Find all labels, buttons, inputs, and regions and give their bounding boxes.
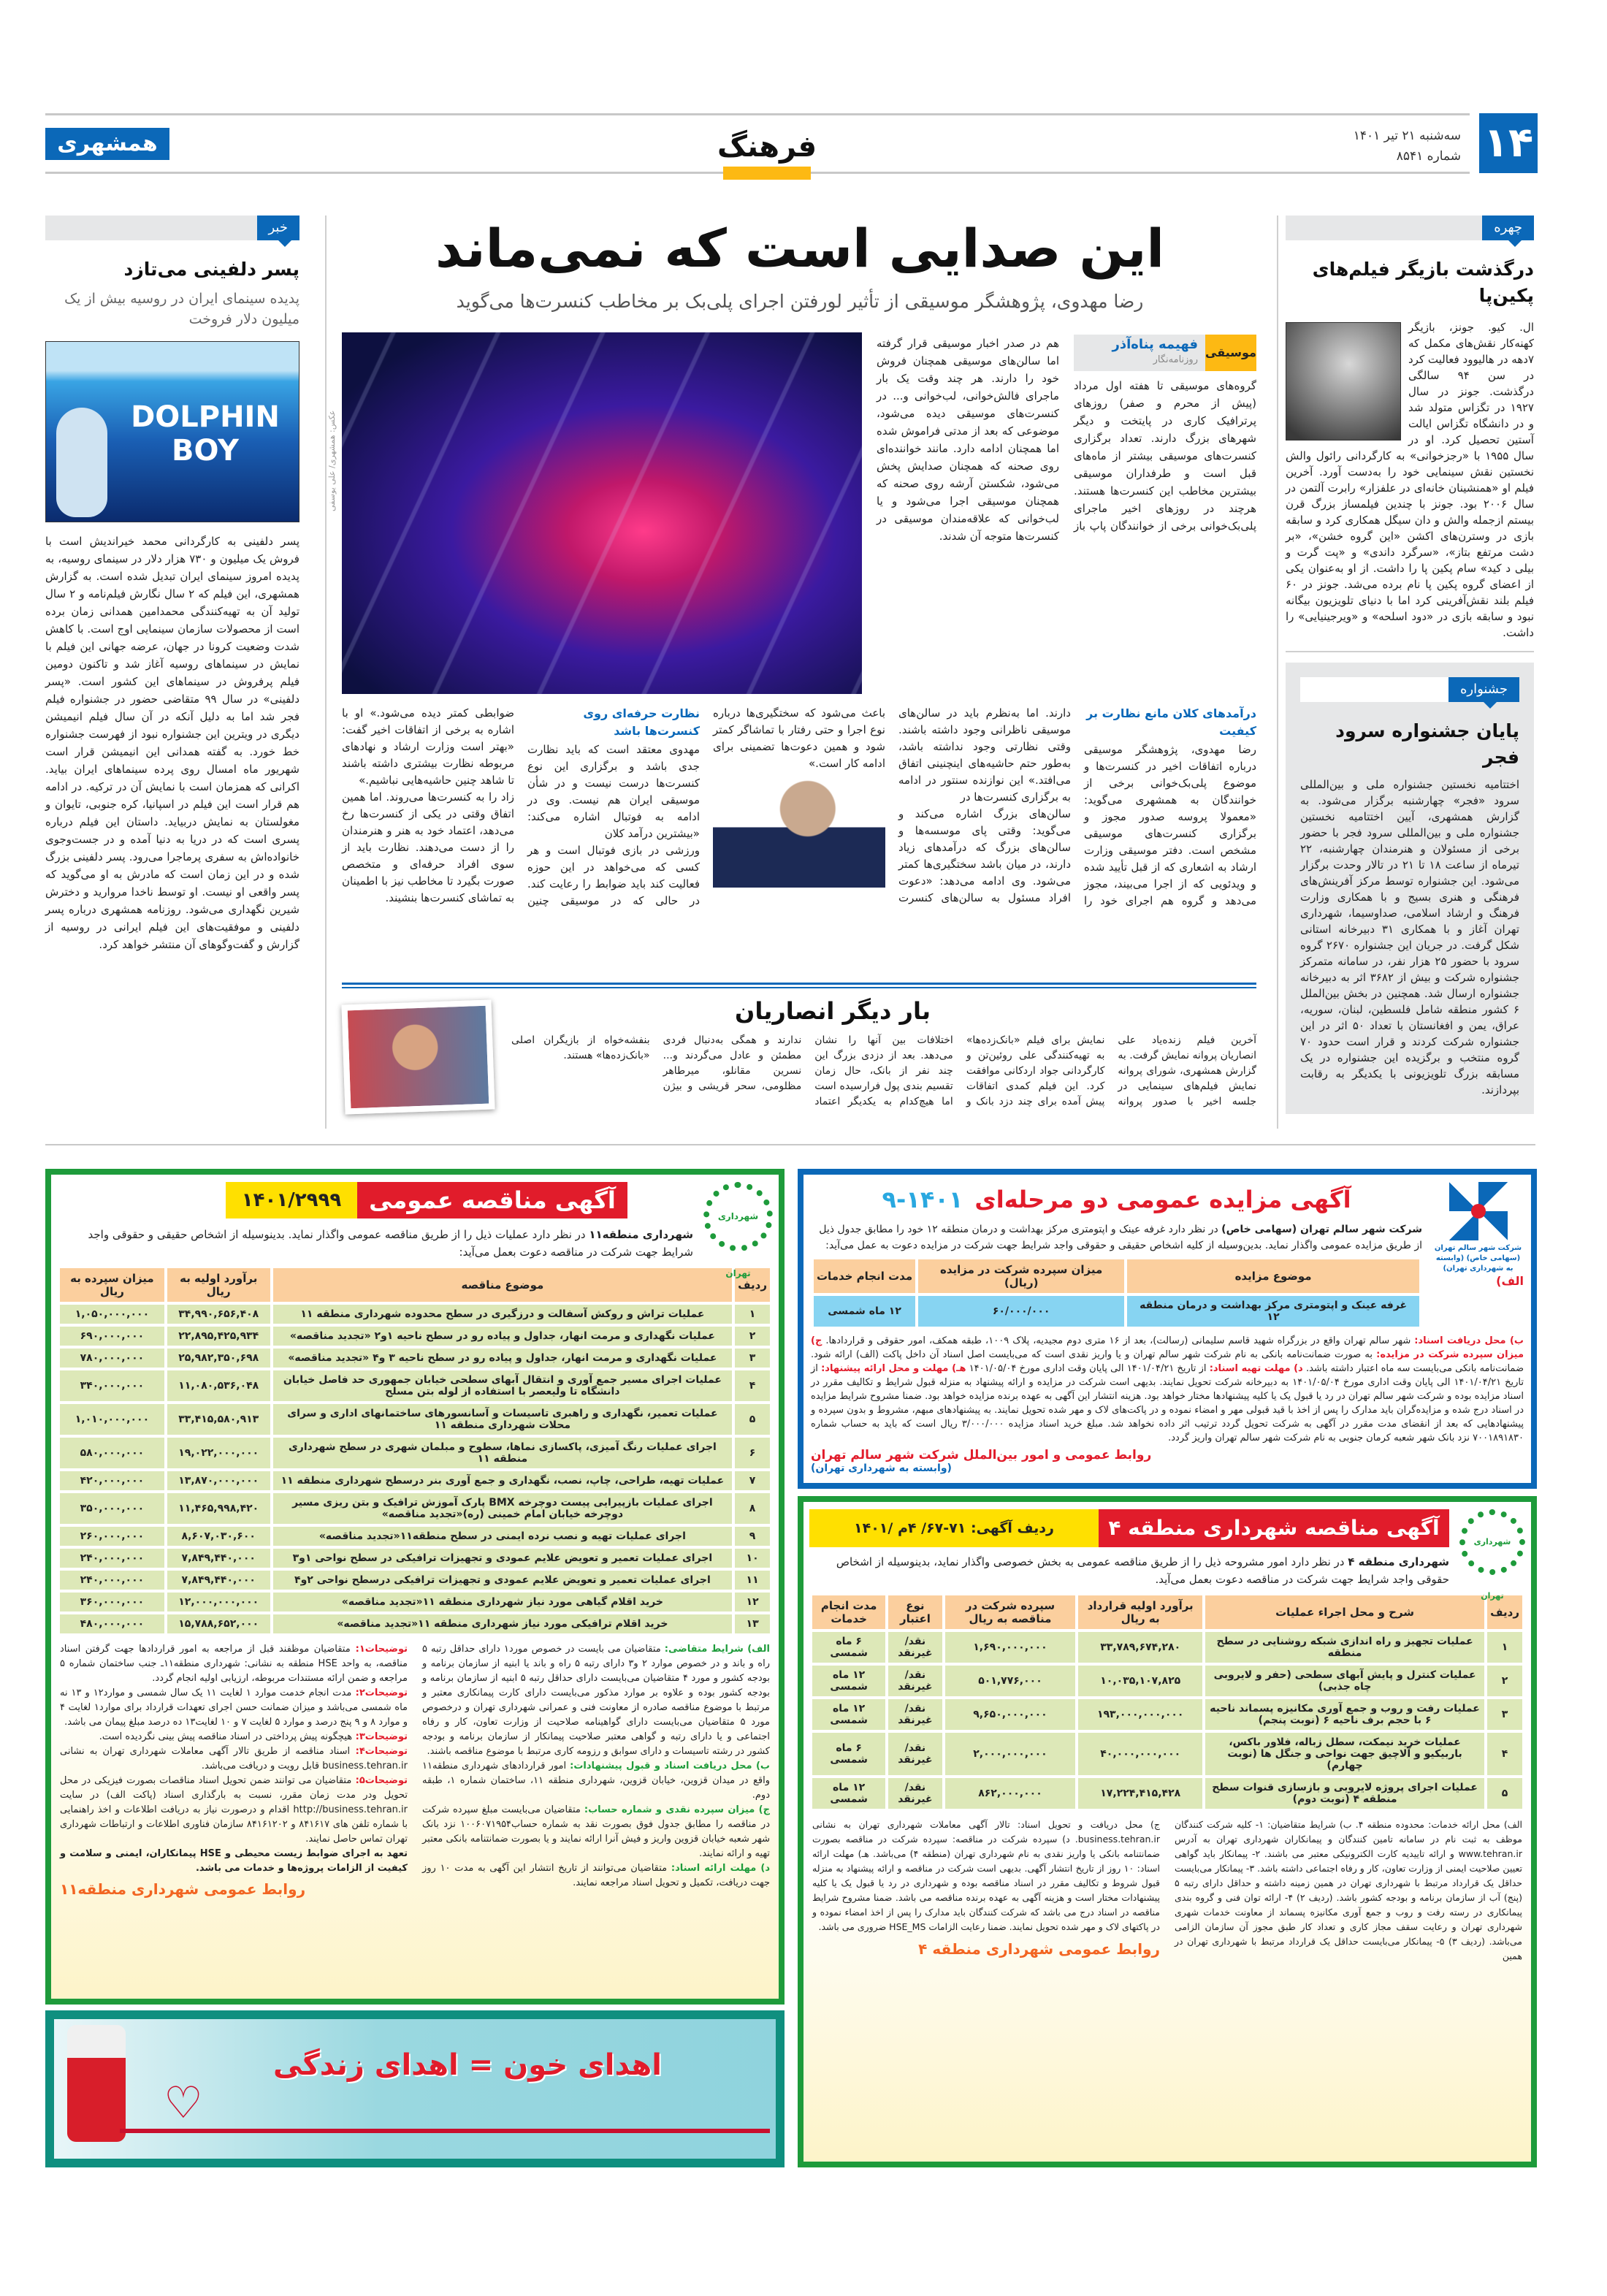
hse-commitment: تعهد به اجرای ضوابط زیست محیطی و HSE پیمانکاران، ایمنی و سلامت و کیفیت از الزامات پروژه‌ها و خدمات می باشد. [60, 1848, 408, 1874]
column-header: نوع اعتبار [888, 1595, 942, 1629]
blood-bag-icon [67, 2025, 126, 2142]
terms-d-label: د) مهلت ارائه اسناد: [671, 1863, 770, 1874]
table-row [812, 1778, 1522, 1809]
ads-divider [45, 1144, 1535, 1145]
tender-intro [57, 1226, 693, 1261]
note-label: توضیحات۳: [352, 1731, 408, 1742]
auction-d: از تاریخ ۱۴۰۱/۰۴/۲۱ الی پایان وقت اداری مورخ ۱۴۰۱/۰۵/۰۴ [969, 1363, 1207, 1374]
table-row [60, 1370, 770, 1401]
row-description: عملیات تراش و روکش آسفالت و درزگیری در سطح محدوده شهرداری منطقه ۱۱ [273, 1305, 733, 1324]
ansarian-photo-image [348, 1006, 489, 1109]
table-cell: ۷,۸۴۹,۴۴۰,۰۰۰ [167, 1549, 270, 1568]
table-cell: ۲۴۰,۰۰۰,۰۰۰ [60, 1571, 164, 1590]
auction-issuer: شرکت شهر سالم تهران (سهامی خاص) [1221, 1224, 1422, 1235]
subhead-revenue: درآمدهای کلان مانع نظارت بر کیفیت [1086, 706, 1256, 738]
table-cell: ۱۰ [735, 1549, 770, 1568]
obituary-title: درگذشت بازیگر فیلم‌های پکین‌پا [1312, 259, 1534, 306]
heart-icon: ♡ [164, 2078, 203, 2129]
table-cell: ۱۳,۸۷۰,۰۰۰,۰۰۰ [167, 1471, 270, 1490]
auction-terms [811, 1334, 1524, 1445]
revenue-body-cont: سالن‌های بزرگ اشاره می‌کند و می‌گوید: وقتی پای موسسه‌ها و سالن‌های بزرگ که درآمدهای زیاد دارند، در میان باشد سختگیری‌ها کمتر می‌شود. وی ادامه می‌دهد: «دعوت افراد مسئول به سالن‌های کنسرت باعث می‌شود که سختگیری‌ها درباره نوع اجرا و حتی رفتار با تماشاگر کمتر شود و همین دعوت‌ها تضمینی برای ادامه کار است.» [713, 706, 1071, 904]
table-row [812, 1699, 1522, 1730]
festival-title: پایان جشنواره سرود فجر [1335, 720, 1519, 768]
table-row [60, 1614, 770, 1633]
tender-4-signature: روابط عمومی شهرداری منطقه ۴ [918, 1940, 1160, 1958]
table-row [812, 1632, 1522, 1663]
table-cell: ۲,۰۰۰,۰۰۰,۰۰۰ [945, 1733, 1076, 1775]
table-cell: ۱۹,۰۲۲,۰۰۰,۰۰۰ [167, 1438, 270, 1468]
column-header: ردیف [1487, 1595, 1522, 1629]
auction-title-row [811, 1182, 1422, 1217]
auction-signature-sub: (وابسته به شهرداری تهران) [811, 1462, 952, 1474]
obituary-body: تحصیل کرد. او در سال ۱۹۵۵ با «رجزخوانی» به کارگردانی رائول والش نخستین نقش سینمایی خود را به‌دست آورد. آخرین فیلم او «همنشینان خانه‌ای در علفزار» رابرت آلتمن در سال ۲۰۰۶ بود. جونز با چندین فیلمساز بزرگ قرن بیستم ازجمله والش و دان سیگل همکاری کرد و سابقه بازی در وسترن‌های اکشن «این گروه خشن»، «بر دشت مرتفع بتاز»، «سرگرد داندی» و «پت گرت و بیلی د کید» سام پکین پا را داشت. از او به‌عنوان یکی از اعضای گروه پکین پا نام برده می‌شد. جونز در ۶۰ فیلم بلند نقش‌آفرینی کرد اما با دنیای تلویزیون بیگانه نبود و سابقه بازی در «دود اسلحه» و «ویرجینیایی» را داشت. [1286, 433, 1535, 639]
table-row [60, 1327, 770, 1346]
table-cell: ۸ [735, 1493, 770, 1524]
table-cell: ۵ [735, 1404, 770, 1435]
auction-signature: روابط عمومی و امور بین‌الملل شرکت شهر سالم تهران [811, 1448, 1152, 1462]
table-cell: ۲۴۰,۰۰۰,۰۰۰ [60, 1549, 164, 1568]
table-cell: ۱ [735, 1305, 770, 1324]
column-header: مدت انجام خدمات [812, 1595, 885, 1629]
table-row [60, 1593, 770, 1612]
row-description: عملیات اجرای مسیر جمع آوری و انتقال آبهای سطحی خیابان جمهوری حد فاصل خیابان دانشگاه تا ولیعصر با استفاده از لوله بتن مسلح [273, 1370, 733, 1401]
auction-e-label: هـ) مهلت و محل ارائه پیشنهاد: [821, 1363, 966, 1374]
table-cell: ۱۵,۷۸۸,۶۵۲,۰۰۰ [167, 1614, 270, 1633]
table-cell: ۱۱ [735, 1571, 770, 1590]
table-row [60, 1471, 770, 1490]
tender-note [60, 1642, 408, 1686]
table-cell: ۳۳,۴۱۵,۵۸۰,۹۱۳ [167, 1404, 270, 1435]
lead-paragraph: گروه‌های موسیقی تا هفته اول مرداد (پیش از محرم و صفر) روزهای پرترافیک کاری در پایتخت و دیگر شهرهای بزرگ دارند. تعداد برگزاری کنسرت‌های موسیقی بیشتر از ماه‌های قبل است و طرفداران موسیقی بیشترین مخاطب این کنسرت‌ها هستند. هرچند در روزهای اخیر ماجرای پلی‌بک‌خوانی برخی از خوانندگان پاپ باز هم در صدر اخبار موسیقی قرار گرفته اما سالن‌های موسیقی همچنان فروش خود را دارند. هر چند وقت یک بار ماجرای فالش‌خوانی، لب‌خوانی و... در کنسرت‌های موسیقی دیده می‌شود، موضوعی که بعد از مدتی فراموش شده اما همچنان ادامه دارد. مانند خواننده‌ای روی صحنه که همچنان صدایش پخش می‌شود، شکستن آرشه روی صحنه که همچنان موسیقی اجرا می‌شود و یا لب‌خوانی که علاقه‌مندان موسیقی در کنسرت‌ها متوجه آن شدند. [877, 337, 1256, 543]
row-description: اجرای عملیات تعمیر و تعویض علایم عمودی و تجهیزات ترافیکی در سطح نواحی ۱و۳ [273, 1549, 733, 1568]
section-bar [723, 167, 811, 180]
table-cell: ۱,۰۱۰,۰۰۰,۰۰۰ [60, 1404, 164, 1435]
tender-11-terms-row [57, 1642, 773, 1896]
note-text: متقاضیان موظفند قبل از مراجعه به امور قراردادها جهت گرفتن اسناد مناقصه، به واحد HSE منطقه به نشانی: شهرداری منطقه۱۱ـ جنب ساختمان شماره ۵ مراجعه و ضمن ارائه مستندات مربوطه، ارزیابی اولیه انجام گردد. [60, 1644, 408, 1684]
table-cell: ۳۳,۷۸۹,۶۷۴,۲۸۰ [1078, 1632, 1202, 1663]
newspaper-logo: همشهری [45, 128, 169, 160]
table-cell: ۴ [1487, 1733, 1522, 1775]
table-cell: ۱۲ ماه شمسی [814, 1296, 915, 1327]
table-cell: ۲ [735, 1327, 770, 1346]
auction-body: بدیهی است شرکت در مزایده و ارائه پیشنهاد به منزله قبول شرایط و تکالیف مقرر در اسناد مزایده بوده و شرکت شهر سالم تهران در رد یا قبول یک یا کلیه پیشنهادها مختار خواهد بود. هزینه انتشار این آگهی به عهده برنده مزایده خواهد بود. ضمنا مشروح شرایط مزایده در اسناد درج شده و مزایده‌گران باید مدارک را پس از اخذ با قید قبولی مهر و امضاء نموده و در پاکت‌های لاک و مهر شده تحویل نمایند. به پیشنهادهای مبهم، مشروط و بدون سپرده و پیشنهادهایی که بعد از انقضای مدت مقرر در آگهی به شرکت تحویل گردد ترتیب اثر داده نخواهد شد. مبلغ خرید اسناد مزایده ۳/۰۰۰/۰۰۰ ریال است که باید به حساب شماره ۷۰۰۱۸۹۱۸۳۰ نزد بانک شهر شعبه کرمان جنوبی به نام شرکت شهر سالم تهران واریز گردد. [811, 1377, 1524, 1443]
blood-line [120, 2129, 770, 2133]
tender-4-banner [809, 1509, 1449, 1547]
table-cell: ۶۰/۰۰۰/۰۰۰ [918, 1296, 1124, 1327]
table-row [60, 1349, 770, 1368]
notes-list [60, 1642, 408, 1847]
table-cell: نقد/غیرنقد [888, 1733, 942, 1775]
byline-box [1074, 335, 1256, 371]
table-cell: ۹,۶۵۰,۰۰۰,۰۰۰ [945, 1699, 1076, 1730]
table-cell: ۸۶۲,۰۰۰,۰۰۰ [945, 1778, 1076, 1809]
note-text: اسناد مناقصه از طریق تالار آگهی معاملات شهرداری تهران به نشانی business.tehran.ir قابل رویت و دریافت می‌باشد. [60, 1746, 408, 1771]
row-description: عملیات خرید نیمکت، سطل زباله، فلاور باکس، باربیکیو و آلاچیق جهت نواحی و جنگل ها (نوبت چهارم) [1205, 1733, 1484, 1775]
table-cell: ۱۱,۴۶۵,۹۹۸,۴۲۰ [167, 1493, 270, 1524]
tender-4-terms-row [809, 1818, 1525, 1964]
tender-4-ref: ردیف آگهی: ۷۱-۶۷/ ۴م /۱۴۰۱ [809, 1509, 1099, 1547]
tender-issuer: شهرداری منطقه۱۱ [589, 1228, 693, 1241]
tender-4-heading [809, 1509, 1449, 1588]
row-description: عملیات اجرای پروژه لایروبی و بازسازی قنوات سطح منطقه ۴ (نوبت دوم) [1205, 1778, 1484, 1809]
table-cell: ۷,۸۴۹,۴۴۰,۰۰۰ [167, 1571, 270, 1590]
row-description: عملیات نگهداری و مرمت انهار، جداول و پیاده رو در سطح ناحیه ۳ و۴ «تجدید مناقصه» [273, 1349, 733, 1368]
dolphin-body: پسر دلفینی به کارگردانی محمد خیراندیش است با فروش یک میلیون و ۷۳۰ هزار دلار در سینمای روسیه، به پدیده امروز سینمای ایران تبدیل شده است. به گزارش همشهری، این فیلم که ۲ سال نگارش فیلم‌نامه و ۲ سال تولید آن به تهیه‌کنندگی محمدامین همدانی زمان برده است از محصولات سازمان سینمایی اوج است. با کاهش شدت وضعیت کرونا در جهان، عرضه جهانی این فیلم با نمایش در سینماهای روسیه آغاز شد و تاکنون دومین فیلم پرفروش در سینماهای این کشور است. «پسر دلفینی» در سال ۹۹ متقاضی حضور در جشنواره فیلم فجر شد اما به دلیل آنکه در آن سال فیلم انیمیشن دیگری در ویترین این جشنواره نبود از فهرست جشنواره خط خورد. به گفته همدانی این انیمیشن قرار است شهریور ماه امسال روی پرده سینماهای ایران بیاید. اکرانی که همزمان است با نمایش آن در ترکیه. در ادامه هم قرار است این فیلم در اسپانیا، کره جنوبی، تایوان و مغولستان به نمایش دربیاید. داستان این فیلم درباره پسری است که در دریا به دنیا آمده و در جست‌وجوی خانواده‌اش به سفری پرماجرا می‌رود. پسر دلفینی بزرگ شده و در این زمان است که مادرش به او می‌گوید که پسر واقعی او نیست. او توسط ناخدا مروارید و دخترش شیرین نگهداری می‌شود. روزنامه همشهری درباره پسر دلفینی و موفقیت‌های این فیلم ایرانی در روسیه از گزارش و گفت‌وگوهای آن منتشر خواهد کرد. [45, 535, 299, 951]
tender-4-table [809, 1593, 1525, 1812]
page-number: ۱۴ [1479, 113, 1538, 173]
tender-title: آگهی مناقصه عمومی [357, 1182, 627, 1218]
column-header: شرح و محل اجراء عملیات [1205, 1595, 1484, 1629]
stage-light-beams [342, 332, 862, 694]
table-cell: ۱۷,۲۲۴,۴۱۵,۴۲۸ [1078, 1778, 1202, 1809]
tender-11-header [57, 1182, 773, 1278]
story-body [342, 705, 1256, 909]
ansarian-title: بار دیگر انصاریان [735, 997, 931, 1025]
table-row [60, 1493, 770, 1524]
category-label: موسیقی [1205, 335, 1256, 371]
double-rule [342, 983, 1256, 985]
issue-number: شماره ۸۵۴۱ [1396, 149, 1461, 164]
logo-dot [1471, 1204, 1486, 1218]
row-description: عملیات نگهداری و مرمت انهار، جداول و پیاده رو در سطح ناحیه ۱و۲ «تجدید مناقصه» [273, 1327, 733, 1346]
tender-11-heading [57, 1182, 693, 1261]
column-rule [1277, 216, 1278, 1129]
tender-note [60, 1686, 408, 1730]
row-description: عملیات تهیه، طراحی، چاپ، نصب، نگهداری و جمع آوری بنر درسطح شهرداری منطقه ۱۱ [273, 1471, 733, 1490]
tehran-municipality-logo: شهرداری تهران [703, 1182, 773, 1251]
auction-intro [811, 1221, 1422, 1254]
festival-box [1286, 663, 1534, 1114]
note-label: توضیحات۱: [350, 1644, 408, 1655]
note-text: هیچگونه پیش پرداختی در اسناد مناقصه پیش بینی نگردیده است. [99, 1731, 353, 1742]
actor-photo [1286, 322, 1401, 440]
terms-c: متقاضیان می‌بایست مبلغ سپرده شرکت در مناقصه را مطابق جدول فوق بصورت نقد به شماره حساب۱۰۰۶۰۷۱۹۵۴ نزد بانک شهر شعبه خیابان قزوین واریز و فیش آنرا ارائه نمایند و یا بصورت ضمانتنامه بانکی معتبر تهیه و ارائه نمایند. [422, 1804, 770, 1859]
table-cell: ۳۴,۹۹۰,۶۵۶,۴۰۸ [167, 1305, 270, 1324]
table-row [60, 1549, 770, 1568]
tag-bar-face [1286, 216, 1534, 240]
auction-b: شهر سالم تهران واقع در بزرگراه شهید قاسم سلیمانی (رسالت)، بعد از ۱۶ متری دوم مجیدیه، پلاک ۱۰۰۹، طبقه همکف، امور حقوقی و قراردادها. [825, 1335, 1411, 1346]
note-label: توضیحات۵: [351, 1775, 408, 1786]
tender-11-banner [57, 1182, 627, 1218]
table-cell: ۱۱,۰۸۰,۵۳۶,۰۴۸ [167, 1370, 270, 1401]
table-cell: ۱۰,۰۳۵,۱۰۷,۸۲۵ [1078, 1666, 1202, 1696]
tag-bar-news [45, 216, 299, 240]
divider [1286, 651, 1534, 652]
auction-d-label: د) مهلت تهیه اسناد: [1209, 1363, 1303, 1374]
table-row [60, 1571, 770, 1590]
table-row [60, 1305, 770, 1324]
tender-11-terms [422, 1642, 770, 1896]
auction-section-label: الف) [1496, 1274, 1524, 1288]
row-description: عملیات تعمیر، نگهداری و راهبری تاسیسات و آسانسورهای ساختمانهای اداری و سرای محلات شهرداری منطقه ۱۱ [273, 1404, 733, 1435]
column-header: موضوع مناقصه [273, 1268, 733, 1302]
tag-news: خبر [257, 216, 300, 240]
auction-number: ۹-۱۴۰۱ [882, 1186, 963, 1213]
auction-row [814, 1296, 1419, 1327]
table-row [812, 1733, 1522, 1775]
tender-11-table [57, 1265, 773, 1636]
concert-photo [342, 332, 862, 694]
table-cell: ۸,۶۰۷,۰۳۰,۶۰۰ [167, 1527, 270, 1546]
column-rule [325, 216, 327, 1129]
terms-a-label: الف) شرایط متقاضی: [664, 1644, 771, 1655]
table-cell: ۳۵۰,۰۰۰,۰۰۰ [60, 1493, 164, 1524]
festival-body: اختتامیه نخستین جشنواره ملی و بین‌المللی سرود «فجر» چهارشنبه برگزار می‌شود. به گزارش همشهری، آیین اختتامیه نخستین جشنواره ملی و بین‌المللی سرود فجر با حضور برخی از مسئولان و هنرمندان چهارشنبه، ۲۲ تیرماه از ساعت ۱۸ تا ۲۱ در تالار وحدت برگزار می‌شود. این جشنواره توسط مرکز آفرینش‌های فرهنگی و هنری بسیج و با همکاری وزارت فرهنگ و ارشاد اسلامی، صداوسیما، شهرداری تهران آغاز و با همکاری ۳۱ دبیرخانه استانی شکل گرفت. در جریان این جشنواره ۲۶۷۰ گروه سرود با حضور ۲۵ هزار نفر، در سامانه متمرکز جشنواره شرکت و بیش از ۳۶۸۲ اثر به دبیرخانه جشنواره ارسال شد. همچنین در بخش بین‌الملل ۶ کشور منطقه شامل فلسطین، لبنان، سوریه، عراق، یمن و افغانستان با تعداد ۵۰ اثر در این جشنواره شرکت کردند و قرار است حدود ۷۰ گروه منتخب و برگزیده این جشنواره در یک مسابقه بزرگ تلویزیونی با یکدیگر به رقابت بپردازند. [1300, 778, 1520, 1096]
table-cell: ۶۹۰,۰۰۰,۰۰۰ [60, 1327, 164, 1346]
table-row [812, 1666, 1522, 1696]
auction-intro-text: در نظر دارد غرفه عینک و اپتومتری مرکز بهداشت و درمان منطقه ۱۲ خود را مطابق جدول ذیل از طریق مزایده عمومی واگذار نماید. بدین‌وسیله از کلیه اشخاص حقیقی و حقوقی واجد شرایط جهت شرکت در مزایده دعوت به عمل می‌آید: [819, 1224, 1422, 1251]
table-cell: ۷۸۰,۰۰۰,۰۰۰ [60, 1349, 164, 1368]
author-name: فهیمه پناه‌آذر [1112, 337, 1198, 352]
table-cell: ۴ [735, 1370, 770, 1401]
row-description: عملیات رفت و روب و جمع آوری مکانیزه پسماند ناحیه ۶ با حجم برف ناحیه ۶ (نوبت پنجم) [1205, 1699, 1484, 1730]
terms-c-label: ج) میزان سپرده نقدی و شماره حساب: [584, 1804, 770, 1815]
table-cell: ۱۹۳,۰۰۰,۰۰۰,۰۰۰ [1078, 1699, 1202, 1730]
blood-ad-panel [54, 2019, 776, 2159]
terms-a: متقاضیان می بایست در خصوص مورد۱ دارای حداقل رتبه ۵ راه و باند و در خصوص موارد ۲ و۳ دارای رتبه ۵ راه و باند یا ابنیه از سازمان برنامه و بودجه کشور و مورد ۴ متقاضیان می‌بایست دارای حداقل رتبه ۵ ابنیه از سازمان برنامه و بودجه کشور بوده و علاوه بر موارد مذکور می‌بایست دارای کارت پیمانکاری معتبر و مرتبط با موضوع مناقصه صادره از معاونت فنی و عمرانی شهرداری تهران و درخصوص مورد ۵ متقاضیان می‌بایست دارای گواهینامه صلاحیت از وزارت تعاون، کار و رفاه اجتماعی و یا دارای رتبه و گواهی معتبر صلاحیت پیمانکار از سازمان برنامه و بودجه کشور در رشته تاسیسات و دارای سوابق و رزومه کاری مرتبط با موضوع مناقصه باشند. [422, 1644, 771, 1757]
shahr-salem-caption: شرکت شهر سالم تهران (سهامی خاص) (وابسته به شهرداری تهران) [1434, 1244, 1522, 1273]
blood-slogan: اهدای خون = اهدای زندگی [273, 2048, 662, 2082]
main-subtitle: رضا مهدوی، پژوهشگر موسیقی از تأثیر لورفتن اجرای پلی‌بک بر مخاطب کنسرت‌ها می‌گوید [456, 291, 1144, 312]
auction-c-label: ج) میزان سپرده شرکت در مزایده: [811, 1335, 1524, 1360]
row-description: اجرای عملیات تهیه و نصب نرده ایمنی در سطح منطقه۱۱«تجدید مناقصه» [273, 1527, 733, 1546]
column-header: میزان سپرده شرکت در مزایده (ریال) [918, 1259, 1124, 1293]
table-row [60, 1438, 770, 1468]
right-ads [798, 1169, 1537, 2167]
auction-title: آگهی مزایده عمومی دو مرحله‌ای [974, 1186, 1351, 1213]
column-header: ردیف [735, 1268, 770, 1302]
table-cell: ۳۶۰,۰۰۰,۰۰۰ [60, 1593, 164, 1612]
author-role: روزنامه‌نگار [1153, 354, 1198, 365]
table-cell: ۱,۶۹۰,۰۰۰,۰۰۰ [945, 1632, 1076, 1663]
auction-signature-block [811, 1448, 1524, 1474]
header-top-rule [45, 113, 1470, 115]
left-ads [45, 1169, 785, 2167]
dolphin-figure [56, 408, 107, 517]
ad-blood-donation [45, 2010, 785, 2167]
table-cell: ۴۲۰,۰۰۰,۰۰۰ [60, 1471, 164, 1490]
tender-note [60, 1774, 408, 1847]
terms-b: امور قراردادهای شهرداری منطقه۱۱ واقع در میدان قزوین، خیابان قزوین، شهرداری منطقه ۱۱، ساختمان شماره ۱، طبقه دوم. [422, 1761, 770, 1801]
ad-tender-district-11 [45, 1169, 785, 2005]
ad-tender-district-4 [798, 1496, 1537, 2167]
table-cell: نقد/غیرنقد [888, 1666, 942, 1696]
poster-title: DOLPHIN BOY [131, 400, 280, 468]
table-cell: ۹ [735, 1527, 770, 1546]
table-cell: ۳ [1487, 1699, 1522, 1730]
table-cell: ۲۶۰,۰۰۰,۰۰۰ [60, 1527, 164, 1546]
interviewee-photo [713, 778, 885, 888]
double-rule [342, 987, 1256, 988]
column-3-text: ورزشی در بازی فوتبال است و هر کسی که می‌خواهد در این حوزه فعالیت کند باید ضوابط را رعایت کند. در حالی که در موسیقی چنین ضوابطی کمتر دیده می‌شود.» او با اشاره به برخی از اتفاقات اخیر گفت: «بهتر است وزارت ارشاد و نهادهای مربوطه نظارت بیشتری داشته باشند تا شاهد چنین حاشیه‌هایی نباشیم.» [342, 706, 700, 907]
table-cell: ۵۸۰,۰۰۰,۰۰۰ [60, 1438, 164, 1468]
section-title: فرهنگ [717, 130, 817, 164]
table-cell: ۲ [1487, 1666, 1522, 1696]
table-cell: ۱۲ ماه شمسی [812, 1666, 885, 1696]
issue-date: سه‌شنبه ۲۱ تیر ۱۴۰۱ [1353, 129, 1461, 143]
table-cell: ۱۳ [735, 1614, 770, 1633]
header-row [812, 1595, 1522, 1629]
shahr-salem-logo [1449, 1182, 1508, 1240]
photo-credit: عکس: همشهری/ علی یوسفی [327, 410, 337, 511]
dolphin-subtitle: پدیده سینمای ایران در روسیه بیش از یک میلیون دلار فروخت [64, 291, 299, 327]
header-row [60, 1268, 770, 1302]
subhead-supervision-body: مهدوی معتقد است که باید نظارت جدی باشد و برگزاری این نوع کنسرت‌ها درست نیست و در شأن موسیقی ایران هم نیست. وی در ادامه به فوتبال اشاره می‌کند: «بیشترین درآمد کلان [527, 743, 700, 840]
table-cell: غرفه عینک و اپتومتری مرکز بهداشت و درمان منطقه ۱۲ [1127, 1296, 1419, 1327]
table-cell: ۴۸۰,۰۰۰,۰۰۰ [60, 1614, 164, 1633]
row-description: اجرای عملیات تعمیر و تعویض علایم عمودی و تجهیزات ترافیکی درسطح نواحی ۲و۴ [273, 1571, 733, 1590]
column-header: سپرده شرکت در مناقصه به ریال [945, 1595, 1076, 1629]
column-header: برآورد اولیه به ریال [167, 1268, 270, 1302]
main-headline: این صدایی است که نمی‌ماند [435, 218, 1165, 279]
ansarian-body: آخرین فیلم زنده‌یاد علی انصاریان پروانه نمایش گرفت. به گزارش همشهری، شورای پروانه نمایش فیلم‌های سینمایی در جلسه اخیر با صدور پروانه نمایش برای فیلم «بانک‌زده‌ها» به تهیه‌کنندگی علی روئین‌تن و کارگردانی جواد اردکانی موافقت کرد. این فیلم کمدی اتفاقات پیش آمده برای چند دزد بانک و اختلافات بین آنها را نشان می‌دهد. بعد از دزدی بزرگ این چند نفر از بانک، حال زمان تقسیم بندی پول فرارسیده است اما هیچ‌کدام به یکدیگر اعتماد ندارند و همگی به‌دنبال فردی مطمئن و عادل می‌گردند و... نسرین مقانلو، میرطاهر مظلومی، سحر قریشی و بیژن بنفشه‌خواه از بازیگران اصلی «بانک‌زده‌ها» هستند. [511, 1034, 1256, 1107]
auction-e: از تاریخ ۱۴۰۱/۰۴/۲۱ الی پایان وقت اداری مورخ ۱۴۰۱/۰۵/۰۴ به دبیرخانه شرکت تحویل نمایند. [811, 1363, 1524, 1388]
tender-4-intro-text: در نظر دارد امور مشروحه ذیل را از طریق مناقصه عمومی به بخش خصوصی واگذار نماید، بدینوسیله از اشخاص حقوقی واجد شرایط جهت شرکت در مناقصه دعوت بعمل می‌آید. [836, 1555, 1449, 1586]
dolphin-boy-poster [45, 341, 299, 522]
obituary-intro: ال. کیو. جونز، بازیگر کهنه‌کار نقش‌های مکمل که ۷دهه در هالیوود فعالیت کرد در سن ۹۴ سالگی درگذشت. جونز در سال ۱۹۲۷ در تگزاس متولد شد و در دانشگاه تگزاس ایالت آستین [1408, 321, 1534, 446]
tag-face: چهره [1482, 216, 1534, 240]
column-header: برآورد اولیه قرارداد به ریال [1078, 1595, 1202, 1629]
table-cell: ۱۲ ماه شمسی [812, 1778, 885, 1809]
table-cell: ۶ ماه شمسی [812, 1733, 885, 1775]
subhead-revenue-body: رضا مهدوی، پژوهشگر موسیقی درباره اتفاقات اخیر در کنسرت‌ها و موضوع پلی‌بک‌خوانی برخی از خوانندگان به همشهری می‌گوید: «معمولا پروسه صدور مجوز و برگزاری کنسرت‌های موسیقی مشخص است. دفتر موسیقی وزارت ارشاد به اشعاری که از قبل تأیید شده و ویدئویی که از اجرا می‌بیند، مجوز می‌دهد و گروه هم اجرای خود را دارند. اما به‌نظرم باید در سالن‌های موسیقی ناظرانی وجود داشته باشند. وقتی نظارتی وجود نداشته باشد، به‌طور حتم حاشیه‌های اینچنینی اتفاق می‌افتد.» این نوازنده سنتور در ادامه به برگزاری کنسرت‌ها در [898, 706, 1256, 907]
table-cell: ۳ [735, 1349, 770, 1368]
column-header: میزان سپرده به ریال [60, 1268, 164, 1302]
tender-4-issuer: شهرداری منطقه ۴ [1348, 1555, 1449, 1568]
tender-number: ۱۴۰۱/۲۹۹۹ [226, 1182, 357, 1218]
auction-b-label: ب) محل دریافت اسناد: [1414, 1335, 1524, 1346]
tender-11-notes [60, 1642, 408, 1896]
table-cell: ۲۵,۹۸۲,۳۵۰,۶۹۸ [167, 1349, 270, 1368]
row-description: اجرای عملیات رنگ آمیزی، پاکسازی نماها، سطوح و مبلمان شهری در سطح شهرداری منطقه ۱۱ [273, 1438, 733, 1468]
table-cell: ۱۲ [735, 1593, 770, 1612]
lead-block [877, 335, 1256, 545]
auction-c: به صورت ضمانت‌نامه بانکی به نام شرکت شهر سالم تهران و یا واریز نقدی است که می‌بایست اصل اسناد آن داخل پاکت (الف) ارائه شود. ضمانت‌نامه بانکی می‌بایست سه ماه اعتبار داشته باشد. [811, 1349, 1524, 1374]
obituary-text [1286, 319, 1534, 641]
note-text: مدت انجام خدمت موارد ۱ لغایت ۱۱ یک سال شمسی و موارد۱۲ و ۱۳ نه ماه شمسی می‌باشد و میزان ضمانت حسن اجرای تعهدات قرارداد برای موارد۱ لغایت ۴ و موارد ۸ و ۹ پنج درصد و موارد ۵ لغایت ۷ و ۱۰ لغایت۱۳ ده درصد مبلغ پیمان می باشد. [60, 1687, 408, 1728]
tender-4-terms-left-block [812, 1818, 1160, 1964]
table-cell: نقد/غیرنقد [888, 1778, 942, 1809]
table-row [60, 1404, 770, 1435]
row-description: عملیات کنترل و پایش آبهای سطحی (حفر و لایروبی چاه جذبی) [1205, 1666, 1484, 1696]
ad-auction-shahr-salem [798, 1169, 1537, 1489]
header-row [814, 1259, 1419, 1293]
table-cell: ۱۲ ماه شمسی [812, 1699, 885, 1730]
tender-note [60, 1730, 408, 1744]
table-cell: ۶ [735, 1438, 770, 1468]
table-cell: ۶ ماه شمسی [812, 1632, 885, 1663]
table-cell: ۲۲,۸۹۵,۴۲۵,۹۳۴ [167, 1327, 270, 1346]
terms-d: متقاضیان می‌توانند از تاریخ انتشار این آگهی به مدت ۱۰ روز جهت دریافت، تکمیل و تحویل اسناد مراجعه نمایند. [422, 1863, 770, 1888]
table-row [60, 1527, 770, 1546]
table-cell: نقد/غیرنقد [888, 1632, 942, 1663]
column-header: مدت انجام خدمات [814, 1259, 915, 1293]
row-description: خرید اقلام ترافیکی مورد نیاز شهرداری منطقه ۱۱«تجدید مناقصه» [273, 1614, 733, 1633]
ansarian-photo [341, 999, 495, 1114]
terms-b-label: ب) محل دریافت اسناد و قبول پیشنهادات: [570, 1761, 770, 1771]
auction-logo-block [1432, 1182, 1524, 1288]
note-label: توضیحات۲: [351, 1687, 408, 1698]
tender-11-signature: روابط عمومی شهرداری منطقه۱۱ [60, 1880, 306, 1898]
column-4-text: زاد را به کنسرت‌ها می‌روند. اما همین اتفاق وقتی در یکی از کنسرت‌ها رخ می‌دهد، اعتماد خود به هنر و هنرمندان را از دست می‌دهند. نظارت باید از سوی افراد حرفه‌ای و متخصص صورت بگیرد تا مخاطب نیز با اطمینان به تماشای کنسرت‌ها بنشیند. [342, 790, 514, 904]
dolphin-title: پسر دلفینی می‌تازد [123, 259, 299, 280]
table-cell: ۵۰۱,۷۷۶,۰۰۰ [945, 1666, 1076, 1696]
table-cell: ۳۴۰,۰۰۰,۰۰۰ [60, 1370, 164, 1401]
tehran-municipality-logo: شهرداری تهران [1459, 1509, 1525, 1575]
row-description: اجرای عملیات بازپیرایی پیست دوچرخه BMX پارک آموزش ترافیک و بتن ریزی مسیر دوچرخه خیابان امام خمینی (ره)«تجدید مناقصه» [273, 1493, 733, 1524]
tender-4-intro [809, 1553, 1449, 1588]
table-cell: ۱,۰۵۰,۰۰۰,۰۰۰ [60, 1305, 164, 1324]
table-cell: ۱۲,۰۰۰,۰۰۰,۰۰۰ [167, 1593, 270, 1612]
tag-festival: جشنواره [1448, 677, 1519, 702]
tender-4-terms-right: الف) محل ارائه خدمات: محدوده منطقه ۴. ب) شرایط متقاضیان: ۱- کلیه شرکت کنندگان موظف به ثبت نام در سامانه تامین کنندگان و پیمانکاران شهرداری تهران به آدرس www.tehran.ir و ارائه تاییدیه کارت الکترونیکی معتبر می باشند. ۲- پیمانکار باید گواهی تعیین صلاحیت ایمنی از وزارت تعاون، کار و رفاه اجتماعی داشته باشد. ۳- پیمانکار می‌بایست حداقل یک قرارداد مرتبط با شهرداری تهران در همین زمینه داشته و حداقل دارای رتبه ۵ (پنج) آب از سازمان برنامه و بودجه کشور باشد. (ردیف ۲) ۴- ارائه توان فنی و گروه بندی پیمانکاری در رسته رفت و روب و جمع آوری مکانیزه پسماند از معاونت خدمات شهری شهرداری تهران و رعایت سقف مجاز کاری و تعداد کار طبق مجوز آن سازمان الزامی می‌باشد. (ردیف ۳) ۵- پیمانکار می‌بایست حداقل یک قرارداد مرتبط با شهرداری تهران در همین [1175, 1819, 1523, 1961]
table-cell: ۴۰,۰۰۰,۰۰۰,۰۰۰ [1078, 1733, 1202, 1775]
row-description: عملیات تجهیز و راه اندازی شبکه روشنایی در سطح منطقه [1205, 1632, 1484, 1663]
left-column [45, 216, 299, 953]
tender-4-header [809, 1509, 1525, 1601]
column-header: موضوع مزایده [1127, 1259, 1419, 1293]
auction-header [811, 1182, 1524, 1330]
tag-bar-festival [1300, 677, 1519, 702]
table-cell: ۵ [1487, 1778, 1522, 1809]
auction-table [811, 1256, 1422, 1330]
tender-note [60, 1744, 408, 1774]
auction-main [811, 1182, 1422, 1330]
note-label: توضیحات۴: [350, 1746, 408, 1757]
table-cell: ۷ [735, 1471, 770, 1490]
tender-intro-text: در نظر دارد عملیات ذیل را از طریق مناقصه عمومی واگذار نماید. بدینوسیله از اشخاص حقیقی و حقوقی واجد شرایط جهت شرکت در مناقصه دعوت بعمل می‌آید: [88, 1228, 693, 1259]
subhead-supervision: نظارت حرفه‌ای روی کنسرت‌ها باشد [583, 706, 700, 738]
tender-4-terms-left: ج) محل دریافت و تحویل اسناد: تالار آگهی معاملات شهرداری تهران به نشانی business.tehran.ir. د) سپرده شرکت در مناقصه: سپرده شرکت در مناقصه بصورت ضمانتنامه بانکی یا واریز نقدی به نام شهرداری تهران (منطقه ۴) می‌باشد. هـ) مهلت ارائه اسناد: ۱۰ روز از تاریخ انتشار آگهی. بدیهی است شرکت در مناقصه و ارائه پیشنهاد به منزله قبول شروط و تکالیف مقرر در اسناد مناقصه بوده و شهرداری در رد یا قبول یک یا کلیه پیشنهادات مختار است و هزینه آگهی به عهده برنده مناقصه می باشد. ضمنا مشروح شرایط مناقصه در اسناد درج می باشد که شرکت کنندگان باید مدارک را پس از اخذ امضاء نموده و در پاکتهای لاک و مهر شده تحویل نمایند. ضمنا رعایت الزامات HSE_MS ضروری می باشد. [812, 1819, 1160, 1932]
table-cell: نقد/غیرنقد [888, 1699, 942, 1730]
right-column [1286, 216, 1534, 1114]
note-text: متقاضیان می توانند ضمن تحویل اسناد مناقصات بصورت فیزیکی در محل تحویل ودر مدت زمان مقرر، نسبت به بارگذاری اسناد (پاکت الف) در سایت http://business.tehran.ir اقدام و درصورت نیاز به دریافت اطلاعات و اخذ راهنمایی با شماره تلفن های ۸۴۱۶۱۷ و ۸۴۱۶۱۲۰۲ سازمان فناوری اطلاعات و ارتباطات شهرداری تهران تماس حاصل نمایند. [60, 1775, 408, 1845]
tender-4-title: آگهی مناقصه شهرداری منطقه ۴ [1099, 1509, 1449, 1547]
row-description: خرید اقلام گیاهی مورد نیاز شهرداری منطقه ۱۱«تجدید مناقصه» [273, 1593, 733, 1612]
issue-info [1354, 126, 1461, 167]
table-cell: ۱ [1487, 1632, 1522, 1663]
